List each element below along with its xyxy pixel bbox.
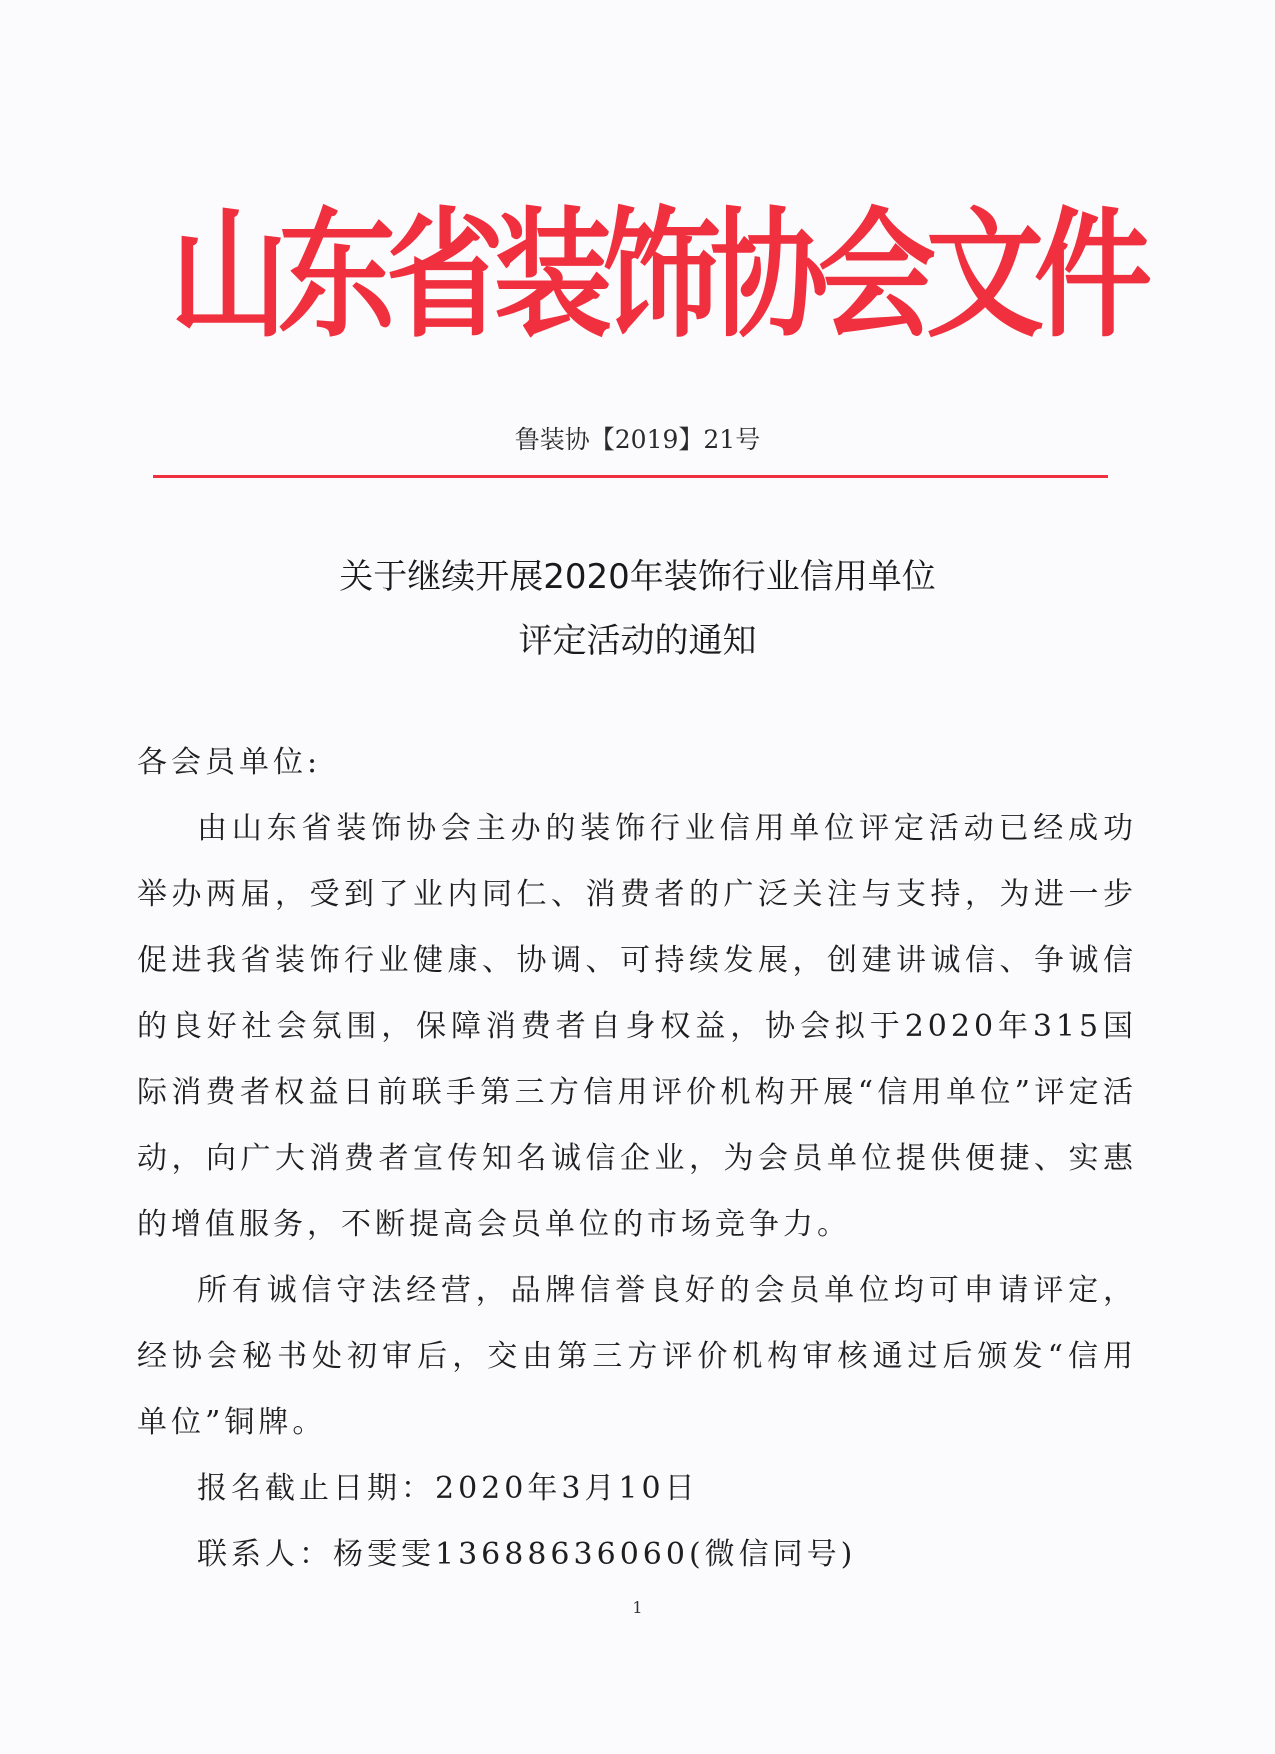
document-number: 鲁装协【2019】21号 [514, 425, 761, 454]
red-divider-line [153, 475, 1108, 478]
notice-title-line-2: 评定活动的通知 [518, 621, 757, 661]
body-paragraph-1: 由山东省装饰协会主办的装饰行业信用单位评定活动已经成功举办两届，受到了业内同仁、消费者的广泛关注与支持，为进一步促进我省装饰行业健康、协调、可持续发展，创建讲诚信、争诚信的良好社会氛围，保障消费者自身权益，协会拟于2020年315国际消费者权益日前联手第三方信用评价机构开展“信用单位”评定活动，向广大消费者宣传知名诚信企业，为会员单位提供便捷、实惠的增值服务，不断提高会员单位的市场竞争力。 [137, 811, 1137, 1242]
notice-body [137, 730, 1137, 1588]
notice-title [0, 545, 1275, 673]
contact-line: 联系人：杨雯雯13688636060(微信同号) [197, 1537, 857, 1572]
body-paragraph-2: 所有诚信守法经营，品牌信誉良好的会员单位均可申请评定，经协会秘书处初审后，交由第三方评价机构审核通过后颁发“信用单位”铜牌。 [137, 1273, 1137, 1440]
salutation: 各会员单位: [137, 745, 322, 780]
masthead-title: 山东省装饰协会文件 [170, 193, 1143, 357]
notice-title-line-1: 关于继续开展2020年装饰行业信用单位 [339, 557, 936, 597]
page-number: 1 [632, 1598, 643, 1617]
deadline-line: 报名截止日期：2020年3月10日 [197, 1471, 699, 1506]
